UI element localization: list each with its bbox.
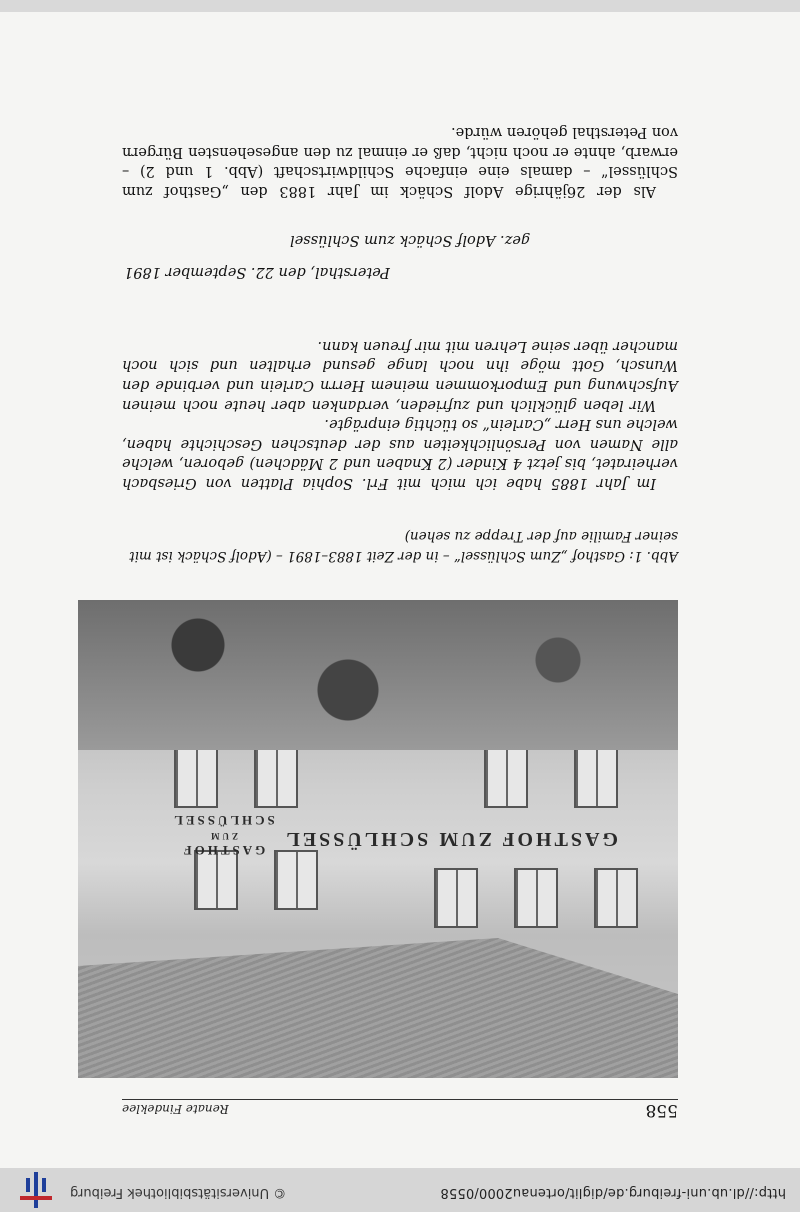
photo-sign-main: GASTHOF ZUM SCHLÜSSEL: [283, 828, 618, 850]
letter-text: [122, 335, 678, 492]
photo-roof: [78, 938, 678, 1078]
copyright-notice: © Universitätsbibliothek Freiburg: [70, 1185, 287, 1200]
historic-inn-photograph: [78, 600, 678, 1078]
viewer-top-bar: [0, 1168, 800, 1212]
photo-window: [254, 748, 298, 808]
body-paragraph: Als der 26jährige Adolf Schäck im Jahr 1883 den „Gasthof zum Schlüssel“ – damals eine einfache Schildwirtschaft (Abb. 1 und 2) – erwarb, ahnte er noch nicht, daß er einmal zu den angesehensten Bürgern von Petersthal gehören würde.: [122, 124, 678, 199]
letter-paragraph-2: Wir leben glücklich und zufrieden, verdanken aber heute noch meinen Aufschwung und Emporkommen meinem Herrn Carlein und verbinde den Wunsch, Gott möge ihn noch lange gesund erhalten und sich noch mancher über seine Lehren mit mir freuen kann.: [122, 337, 678, 413]
photo-foliage-and-carriages: [78, 600, 678, 750]
photo-sign-side: GASTHOF ZUM SCHLÜSSEL: [171, 813, 275, 858]
letter-paragraph-1: Im Jahr 1885 habe ich mich mit Frl. Sophia Platten von Griesbach verheiratet, bis jetzt 4 Kinder (2 Knaben und 2 Mädchen) geboren, welche alle Namen von Persönlichkeiten aus der deutschen Geschichte haben, welche uns Herr „Carlein“ so tüchtig einprägte.: [122, 416, 678, 491]
viewer-bottom-bar: [0, 0, 800, 12]
scanned-book-page: [0, 12, 800, 1168]
page-url[interactable]: http://dl.ub.uni-freiburg.de/diglit/ortenau2000/0558: [440, 1185, 786, 1200]
letter-place-date: Petersthal, den 22. September 1891: [124, 264, 390, 280]
photo-window: [194, 850, 238, 910]
photo-window: [594, 868, 638, 928]
photo-window: [484, 748, 528, 808]
letter-signature: gez. Adolf Schäck zum Schlüssel: [290, 232, 531, 248]
photo-window: [174, 748, 218, 808]
photo-window: [574, 748, 618, 808]
running-head-author: Renate Findeklee: [122, 1102, 229, 1116]
figure-caption: Abb. 1: Gasthof „Zum Schlüssel“ – in der Zeit 1883–1891 – (Adolf Schäck ist mit seiner Familie auf der Treppe zu sehen): [129, 528, 678, 564]
header-rule: [122, 1099, 678, 1100]
photo-window: [434, 868, 478, 928]
page-number: 558: [645, 1100, 678, 1120]
photo-window: [274, 850, 318, 910]
photo-window: [514, 868, 558, 928]
university-logo-icon: [16, 1172, 56, 1208]
